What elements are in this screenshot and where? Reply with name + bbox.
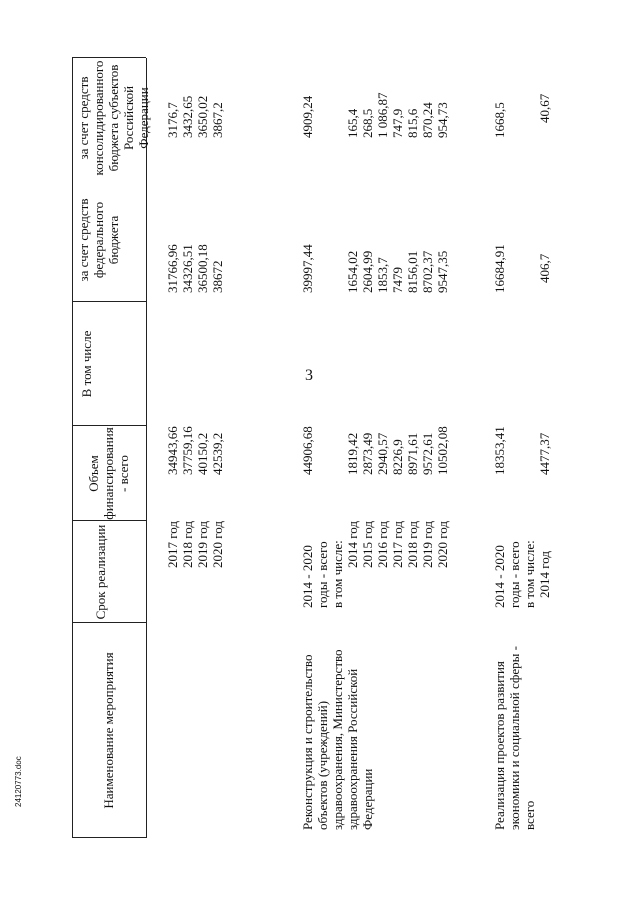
volume-cell: 37759,16 — [180, 426, 195, 475]
federal-cell: 31766,96 — [165, 244, 180, 293]
block2-name: Реконструкция и строительство объектов (учреждений) здравоохранения, Министерство здравоохранения Российской Федерации — [300, 649, 375, 830]
federal-cell: 38672 — [210, 260, 225, 293]
document-code: 24120773.doc — [14, 756, 23, 807]
period-cell: 2017 год — [165, 521, 180, 568]
header-name: Наименование мероприятия — [101, 652, 116, 809]
block1-regional — [165, 96, 225, 138]
block2-federal: 1654,02 2604,99 1853,7 7479 8156,01 8702,37 9547,35 — [345, 250, 450, 293]
period-cell: 2018 год — [180, 521, 195, 568]
block3-2014-regional: 40,67 — [537, 93, 552, 123]
period-cell: 2019 год — [195, 521, 210, 568]
regional-cell: 3867,2 — [210, 102, 225, 138]
block1-federal — [165, 244, 225, 293]
header-period: Срок реализации — [93, 524, 108, 620]
incl-divider — [72, 58, 73, 302]
header-in-that-number: В том числе — [79, 330, 94, 398]
funding-table — [72, 58, 580, 838]
header-regional: за счет средств консолидированного бюджета субъектов Российской Федерации — [76, 60, 151, 176]
block3-total-federal: 16684,91 — [492, 244, 507, 293]
block2-volume: 1819,42 2873,49 2940,57 8226,9 8971,61 9572,61 10502,08 — [345, 426, 450, 475]
block2-total-volume: 44906,68 — [300, 426, 315, 475]
page-number: 3 — [305, 367, 313, 384]
block2-total-regional: 4909,24 — [300, 95, 315, 138]
federal-cell: 36500,18 — [195, 244, 210, 293]
regional-cell: 3650,02 — [195, 95, 210, 138]
block2-regional: 165,4 268,5 1 086,87 747,9 815,6 870,24 954,73 — [345, 92, 450, 138]
block3-total-volume: 18353,41 — [492, 426, 507, 475]
block2-total-federal: 39997,44 — [300, 244, 315, 293]
block1-periods — [165, 521, 225, 568]
header-volume: Объем финансирования - всего — [86, 427, 131, 520]
block2-periods: 2014 - 2020 годы - всего в том числе: 2014 год 2015 год 2016 год 2017 год 2018 год 2019 год 2020 год — [300, 521, 450, 608]
block3-2014-volume: 4477,37 — [537, 432, 552, 475]
regional-cell: 3176,7 — [165, 102, 180, 138]
federal-cell: 34326,51 — [180, 244, 195, 293]
header-federal: за счет средств федерального бюджета — [76, 198, 121, 282]
block3-name: Реализация проектов развития экономики и социальной сферы - всего — [492, 646, 537, 830]
block3-periods: 2014 - 2020 годы - всего в том числе: 2014 год — [492, 540, 552, 608]
block1-volume — [165, 426, 225, 475]
regional-cell: 3432,65 — [180, 95, 195, 138]
block3-2014-federal: 406,7 — [537, 253, 552, 283]
volume-cell: 42539,2 — [210, 432, 225, 475]
block3-total-regional: 1668,5 — [492, 102, 507, 138]
volume-cell: 40150,2 — [195, 432, 210, 475]
period-cell: 2020 год — [210, 521, 225, 568]
volume-cell: 34943,66 — [165, 426, 180, 475]
